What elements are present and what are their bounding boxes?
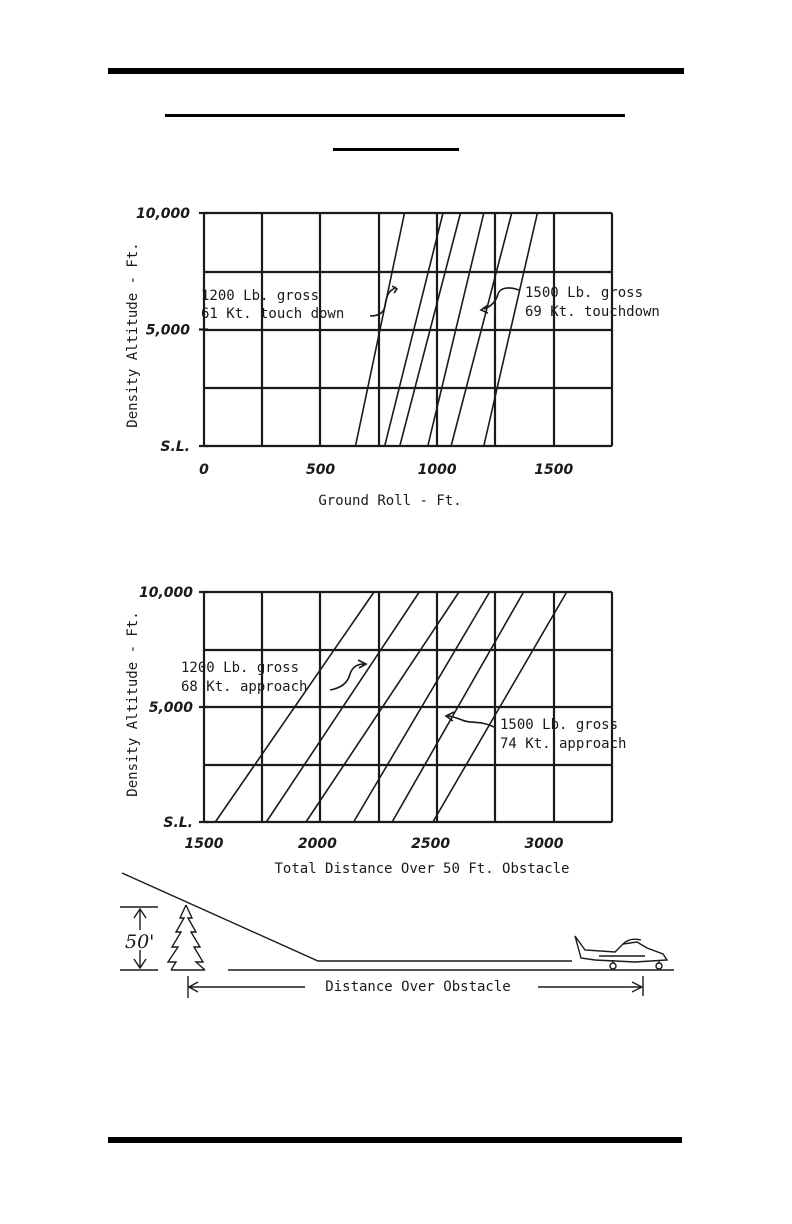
y-tick-label: 10,000 [138,585,193,601]
total-distance-note-1500 [446,712,626,752]
x-tick-label: 500 [305,462,336,478]
y-tick-label: 5,000 [148,700,193,716]
height-label: 50' [125,931,155,953]
y-tick-label: 5,000 [145,322,190,339]
total-distance-pointer-1200 [330,660,366,690]
x-tick-label: 1500 [184,836,224,852]
height-dimension [125,909,154,968]
total-distance-x-axis-title: Total Distance Over 50 Ft. Obstacle [274,861,570,877]
total-distance-y-ticks [139,585,208,831]
tree-icon [168,905,205,970]
total-distance-grid [204,592,612,822]
ground-roll-x-axis-title: Ground Roll - Ft. [318,493,462,509]
total-distance-note-1200 [181,660,366,695]
distance-dimension [188,976,643,998]
x-tick-label: 0 [199,462,209,478]
y-tick-label: S.L. [163,815,193,831]
x-tick-label: 2500 [411,836,451,852]
svg-text:74 Kt. approach: 74 Kt. approach [500,736,627,752]
svg-text:1500 Lb. gross: 1500 Lb. gross [500,717,619,733]
svg-text:69 Kt. touchdown: 69 Kt. touchdown [525,304,660,320]
ground-roll-y-ticks [136,206,208,455]
x-tick-label: 2000 [297,836,337,852]
y-tick-label: 10,000 [135,206,190,222]
ground-roll-note-1200 [201,286,397,322]
ground-roll-note-1500 [481,285,660,320]
ground-roll-y-axis-title: Density Altitude - Ft. [125,242,141,428]
x-tick-label: 3000 [524,836,564,852]
ground-roll-pointer-1200 [370,286,397,316]
obstacle-diagram [120,873,674,998]
ground-roll-x-ticks [199,462,573,478]
ground-roll-chart [125,206,660,509]
x-tick-label: 1500 [534,462,574,478]
svg-text:61 Kt. touch down: 61 Kt. touch down [201,306,345,322]
svg-text:1500 Lb. gross: 1500 Lb. gross [525,285,644,301]
airplane-icon [575,936,667,969]
total-distance-x-ticks [185,836,564,852]
y-tick-label: S.L. [160,439,190,455]
approach-path-line [122,873,572,961]
svg-text:1200 Lb. gross: 1200 Lb. gross [201,288,320,304]
distance-label: Distance Over Obstacle [325,979,511,995]
ground-roll-grid [204,213,612,446]
total-distance-chart [125,585,626,877]
x-tick-label: 1000 [417,462,457,478]
svg-text:68 Kt. approach: 68 Kt. approach [181,679,308,695]
total-distance-y-axis-title: Density Altitude - Ft. [125,611,141,797]
svg-text:1200 Lb. gross: 1200 Lb. gross [181,660,300,676]
